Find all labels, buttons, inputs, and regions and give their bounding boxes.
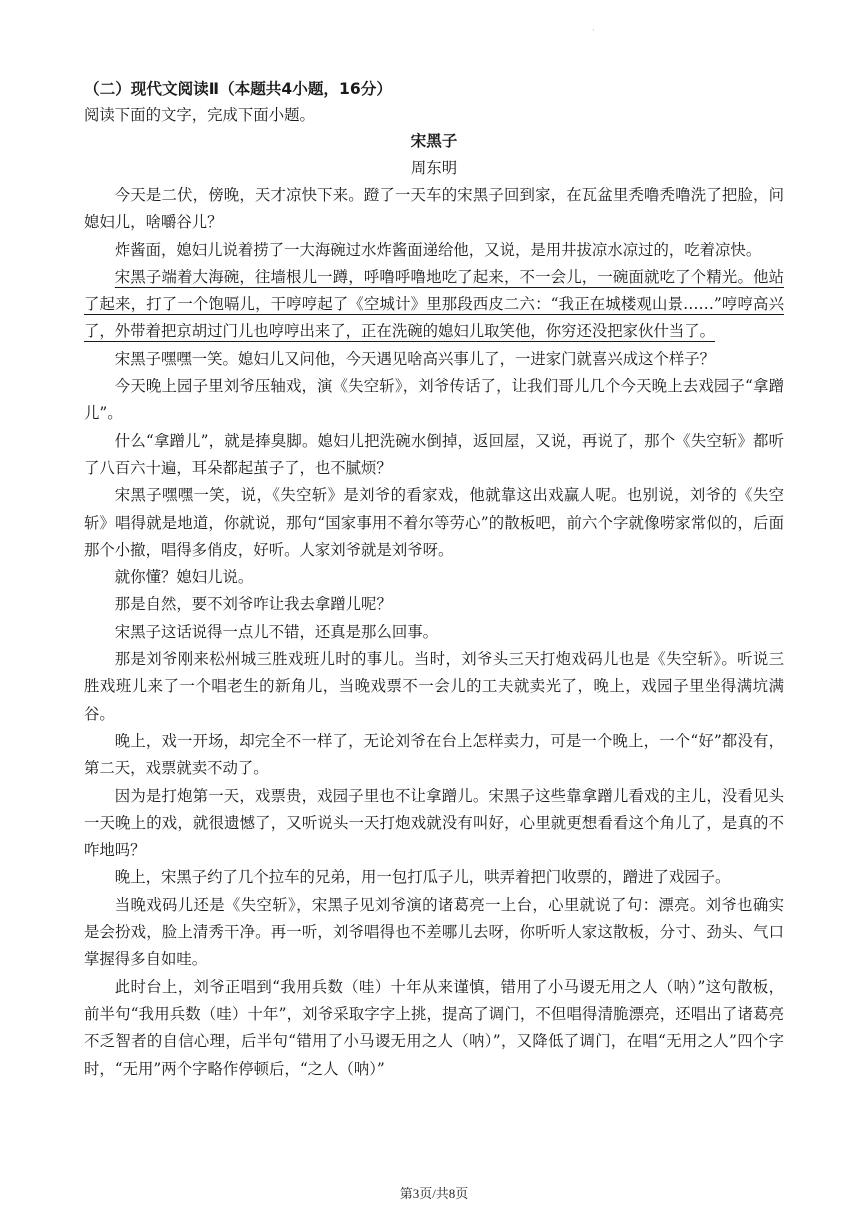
- reading-section: [84, 76, 784, 1083]
- article-paragraph-12: 晚上，戏一开场，却完全不一样了，无论刘爷在台上怎样卖力，可是一个晚上，一个“好”都没有，第二天，戏票就卖不动了。: [84, 731, 784, 778]
- article-paragraph-10: 宋黑子这话说得一点儿不错，还真是那么回事。: [114, 622, 439, 641]
- article-paragraph-5: 今天晚上园子里刘爷压轴戏，演《失空斩》，刘爷传话了，让我们哥儿几个今天晚上去戏园子“拿蹭儿”。: [84, 377, 784, 423]
- corner-mark: ·: [592, 26, 595, 35]
- article-paragraph-11: 那是刘爷刚来松州城三胜戏班儿时的事儿。当时，刘爷头三天打炮戏码儿也是《失空斩》。听说三胜戏班儿来了一个唱老生的新角儿，当晚戏票不一会儿的工夫就卖光了，晚上，戏园子里坐得满坑满谷。: [84, 650, 784, 723]
- article-paragraph-6: 什么“拿蹭儿”，就是捧臭脚。媳妇儿把洗碗水倒掉，返回屋，又说，再说了，那个《失空斩》都听了八百六十遍，耳朵都起茧子了，也不腻烦？: [84, 431, 784, 477]
- article-paragraph-14: 晚上，宋黑子约了几个拉车的兄弟，用一包打瓜子儿，哄弄着把门收票的，蹭进了戏园子。: [114, 868, 731, 887]
- section-instruction: 阅读下面的文字，完成下面小题。: [84, 106, 315, 124]
- section-heading: （二）现代文阅读Ⅱ（本题共4小题，16分）: [84, 80, 392, 98]
- article-paragraph-15: 当晚戏码儿还是《失空斩》，宋黑子见刘爷演的诸葛亮一上台，心里就说了句：漂亮。刘爷也确实是会扮戏，脸上清秀干净。再一听，刘爷唱得也不差哪儿去呀，你听听人家这散板，分寸、劲头、气口掌握得多自如哇。: [84, 895, 784, 969]
- article-paragraph-9: 那是自然，要不刘爷咋让我去拿蹭儿呢？: [114, 595, 392, 614]
- article-title: 宋黑子: [410, 132, 458, 150]
- article-paragraph-4: 宋黑子嘿嘿一笑。媳妇儿又问他，今天遇见啥高兴事儿了，一进家门就喜兴成这个样子？: [114, 349, 716, 368]
- page-number: 第3页/共8页: [399, 1186, 469, 1201]
- article-paragraph-2: 炸酱面，媳妇儿说着捞了一大海碗过水炸酱面递给他，又说，是用井拔凉水凉过的，吃着凉快。: [114, 240, 762, 259]
- article-paragraph-16: 此时台上，刘爷正唱到“我用兵数（哇）十年从来谨慎，错用了小马谡无用之人（呐）”这句散板，前半句“我用兵数（哇）十年”，刘爷采取字字上挑，提高了调门，不但唱得清脆漂亮，还唱出了诸葛亮不乏智者的自信心理，后半句“错用了小马谡无用之人（呐）”，又降低了调门，在唱“无用之人”四个字时，“无用”两个字略作停顿后，“之人（呐）”: [84, 977, 784, 1078]
- underlined-passage: 宋黑子端着大海碗，往墙根儿一蹲，呼噜呼噜地吃了起来，不一会儿，一碗面就吃了个精光。他站了起来，打了一个饱嗝儿，干哼哼起了《空城计》里那段西皮二六：“我正在城楼观山景……”哼哼高兴了，外带着把京胡过门儿也哼哼出来了，正在洗碗的媳妇儿取笑他，你穷还没把家伙什当了。: [84, 267, 784, 341]
- article-author: 周东明: [410, 159, 458, 177]
- article-paragraph-13: 因为是打炮第一天，戏票贵，戏园子里也不让拿蹭儿。宋黑子这些靠拿蹭儿看戏的主儿，没看见头一天晚上的戏，就很遗憾了，又听说头一天打炮戏就没有叫好，心里就更想看看这个角儿了，是真的不咋地吗？: [84, 786, 784, 860]
- article-paragraph-8: 就你懂？媳妇儿说。: [114, 568, 254, 587]
- article-paragraph-7: 宋黑子嘿嘿一笑，说，《失空斩》是刘爷的看家戏，他就靠这出戏赢人呢。也别说，刘爷的《失空斩》唱得就是地道，你就说，那句“国家事用不着尔等劳心”的散板吧，前六个字就像唠家常似的，后面那个小撤，唱得多俏皮，好听。人家刘爷就是刘爷呀。: [84, 486, 784, 559]
- article-paragraph-1: 今天是二伏，傍晚，天才凉快下来。蹬了一天车的宋黑子回到家，在瓦盆里秃噜秃噜洗了把脸，问媳妇儿，啥嚼谷儿？: [84, 186, 784, 232]
- article-paragraph-3-underlined: [84, 264, 784, 346]
